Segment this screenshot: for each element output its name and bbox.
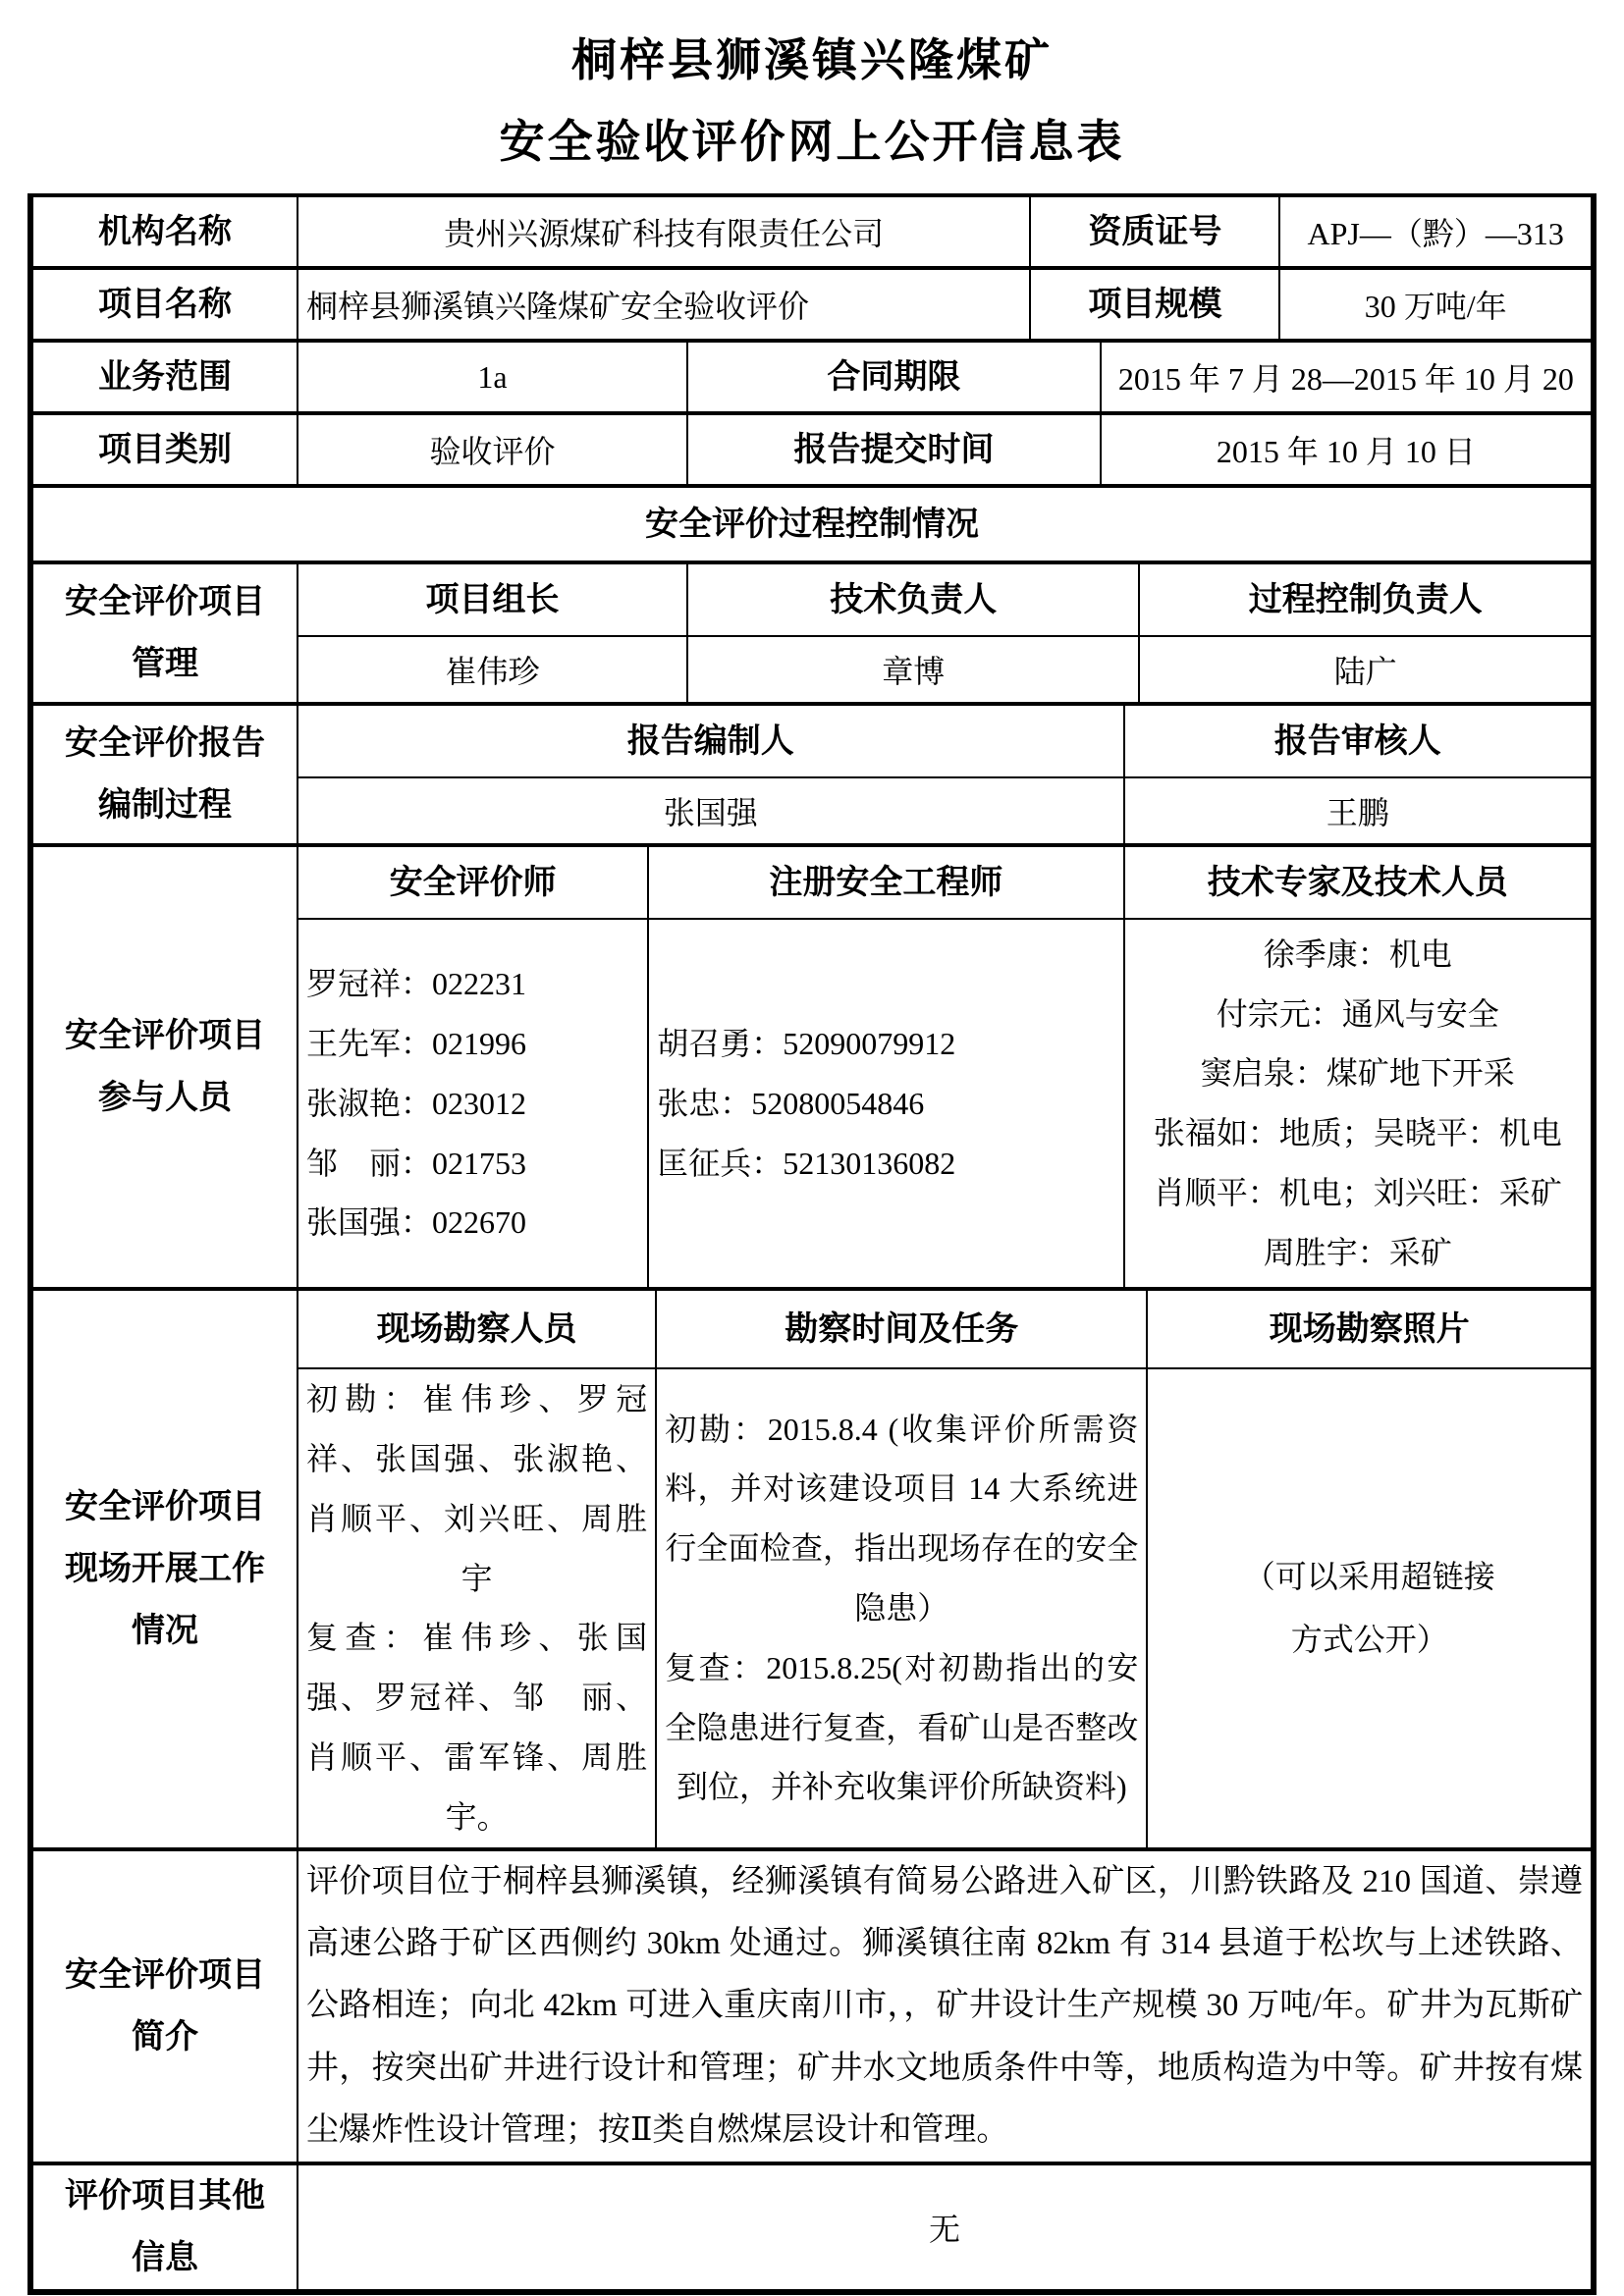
profile-text: 评价项目位于桐梓县狮溪镇，经狮溪镇有简易公路进入矿区，川黔铁路及 210 国道、崇遵高速公路于矿区西侧约 30km 处通过。狮溪镇往南 82km 有 314 县道于松坎与上述铁路、公路相连；向北 42km 可进入重庆南川市，，矿井设计生产规模 30 万吨/年。矿井为瓦斯矿井，按突出矿井进行设计和管理；矿井水文地质条件中等，地质构造为中等。矿井按有煤尘爆炸性设计管理；按Ⅱ类自燃煤层设计和管理。 xyxy=(298,1851,1592,2164)
list-item: 窦启泉：煤矿地下开采 xyxy=(1200,1055,1515,1092)
table-row xyxy=(32,2165,1592,2290)
site-work-row-label-line2: 现场开展工作 xyxy=(64,1549,265,1587)
participants-table xyxy=(31,847,1593,1291)
report-reviewer-header: 报告审核人 xyxy=(1124,706,1592,777)
cert-number-value: APJ—（黔）—313 xyxy=(1279,197,1592,268)
report-compiler-value: 张国强 xyxy=(298,777,1124,845)
surveyors-initial: 初勘：崔伟珍、罗冠祥、张国强、张淑艳、肖顺平、刘兴旺、周胜宇 xyxy=(305,1381,648,1596)
list-item: 邹 丽：021753 xyxy=(305,1145,526,1181)
participants-row-label xyxy=(32,847,298,1289)
list-item: 肖顺平：机电；刘兴旺：采矿 xyxy=(1153,1174,1562,1210)
list-item: 胡召勇：52090079912 xyxy=(657,1025,956,1061)
site-surveyors-cell xyxy=(298,1368,656,1848)
table-row xyxy=(32,564,1592,636)
process-control-header: 过程控制负责人 xyxy=(1139,564,1592,636)
site-photos-cell xyxy=(1147,1368,1592,1848)
site-photos-header: 现场勘察照片 xyxy=(1147,1291,1592,1368)
contract-period-value: 2015 年 7 月 28—2015 年 10 月 20 xyxy=(1101,343,1592,413)
registered-engineers-list xyxy=(648,919,1123,1289)
site-surveyors-header: 现场勘察人员 xyxy=(298,1291,656,1368)
org-name-value: 贵州兴源煤矿科技有限责任公司 xyxy=(298,197,1030,268)
report-row-label-line1: 安全评价报告 xyxy=(64,724,265,763)
info-table xyxy=(27,193,1597,2295)
report-submit-time-label: 报告提交时间 xyxy=(687,413,1101,486)
list-item: 周胜宇：采矿 xyxy=(1263,1234,1452,1270)
report-compiler-header: 报告编制人 xyxy=(298,706,1124,777)
list-item: 罗冠祥：022231 xyxy=(305,966,526,1002)
project-name-label: 项目名称 xyxy=(32,268,298,341)
table-row xyxy=(32,847,1592,919)
report-row-label-line2: 编制过程 xyxy=(97,786,232,825)
other-info-row-label-line1: 评价项目其他 xyxy=(64,2177,265,2216)
safety-evaluators-list xyxy=(298,919,648,1289)
tech-director-value: 章博 xyxy=(687,636,1140,704)
photos-note-line1: （可以采用超链接 xyxy=(1243,1559,1495,1595)
profile-row-label xyxy=(32,1851,298,2164)
site-work-row-label xyxy=(32,1291,298,1848)
project-scale-label: 项目规模 xyxy=(1030,268,1279,341)
project-category-value: 验收评价 xyxy=(298,413,687,486)
contract-period-label: 合同期限 xyxy=(687,343,1101,413)
survey-schedule-cell xyxy=(656,1368,1147,1848)
table-row xyxy=(32,343,1592,413)
list-item: 张淑艳：023012 xyxy=(305,1085,526,1121)
report-row-label xyxy=(32,706,298,845)
scope-info-table xyxy=(31,343,1593,488)
project-category-label: 项目类别 xyxy=(32,413,298,486)
other-info-row-label-line2: 信息 xyxy=(131,2239,198,2277)
list-item: 张忠：52080054846 xyxy=(657,1085,925,1121)
project-leader-value: 崔伟珍 xyxy=(298,636,687,704)
site-work-row-label-line1: 安全评价项目 xyxy=(64,1488,265,1526)
participants-row-label-line1: 安全评价项目 xyxy=(64,1017,265,1055)
org-name-label: 机构名称 xyxy=(32,197,298,268)
management-row-label xyxy=(32,564,298,704)
project-management-table xyxy=(31,564,1593,706)
project-leader-header: 项目组长 xyxy=(298,564,687,636)
list-item: 张福如：地质；吴晓平：机电 xyxy=(1153,1115,1562,1151)
other-info-table xyxy=(31,2165,1593,2291)
list-item: 王先军：021996 xyxy=(305,1025,526,1061)
report-submit-time-value: 2015 年 10 月 10 日 xyxy=(1101,413,1592,486)
business-scope-label: 业务范围 xyxy=(32,343,298,413)
table-row xyxy=(32,488,1592,562)
schedule-review: 复查：2015.8.25(对初勘指出的安全隐患进行复查，看矿山是否整改到位，并补充收集评价所缺资料) xyxy=(665,1649,1139,1805)
document-title-line2: 安全验收评价网上公开信息表 xyxy=(499,115,1125,167)
site-work-table xyxy=(31,1291,1593,1850)
management-row-label-line2: 管理 xyxy=(131,645,198,683)
table-row xyxy=(32,1851,1592,2164)
survey-schedule-header: 勘察时间及任务 xyxy=(656,1291,1147,1368)
document-title-line1: 桐梓县狮溪镇兴隆煤矿 xyxy=(571,34,1053,85)
list-item: 匡征兵：52130136082 xyxy=(657,1145,956,1181)
surveyors-review: 复查：崔伟珍、张国强、罗冠祥、邹 丽、肖顺平、雷军锋、周胜宇。 xyxy=(305,1620,648,1835)
cert-number-label: 资质证号 xyxy=(1030,197,1279,268)
list-item: 付宗元：通风与安全 xyxy=(1216,995,1499,1032)
tech-experts-header: 技术专家及技术人员 xyxy=(1124,847,1592,919)
other-info-row-label xyxy=(32,2165,298,2290)
business-scope-value: 1a xyxy=(298,343,687,413)
table-row xyxy=(32,268,1592,341)
tech-experts-list xyxy=(1124,919,1592,1289)
table-row xyxy=(32,1291,1592,1368)
process-control-section-title: 安全评价过程控制情况 xyxy=(32,488,1592,562)
process-control-value: 陆广 xyxy=(1139,636,1592,704)
profile-row-label-line2: 简介 xyxy=(131,2017,198,2056)
photos-note-line2: 方式公开） xyxy=(1290,1622,1448,1658)
site-work-row-label-line3: 情况 xyxy=(131,1611,198,1649)
basic-info-table xyxy=(31,197,1593,343)
table-row xyxy=(32,413,1592,486)
profile-row-label-line1: 安全评价项目 xyxy=(64,1956,265,1995)
section-title-table xyxy=(31,488,1593,564)
list-item: 徐季康：机电 xyxy=(1263,935,1452,972)
project-scale-value: 30 万吨/年 xyxy=(1279,268,1592,341)
safety-evaluators-header: 安全评价师 xyxy=(298,847,648,919)
participants-row-label-line2: 参与人员 xyxy=(97,1079,232,1117)
report-reviewer-value: 王鹏 xyxy=(1124,777,1592,845)
table-row xyxy=(32,706,1592,777)
other-info-value: 无 xyxy=(298,2165,1592,2290)
project-name-value: 桐梓县狮溪镇兴隆煤矿安全验收评价 xyxy=(298,268,1030,341)
project-profile-table xyxy=(31,1851,1593,2166)
registered-engineers-header: 注册安全工程师 xyxy=(648,847,1123,919)
list-item: 张国强：022670 xyxy=(305,1204,526,1241)
management-row-label-line1: 安全评价项目 xyxy=(64,583,265,621)
tech-director-header: 技术负责人 xyxy=(687,564,1140,636)
schedule-initial: 初勘：2015.8.4 (收集评价所需资料，并对该建设项目 14 大系统进行全面检查，指出现场存在的安全隐患） xyxy=(665,1411,1139,1626)
table-row xyxy=(32,197,1592,268)
report-compilation-table xyxy=(31,706,1593,847)
